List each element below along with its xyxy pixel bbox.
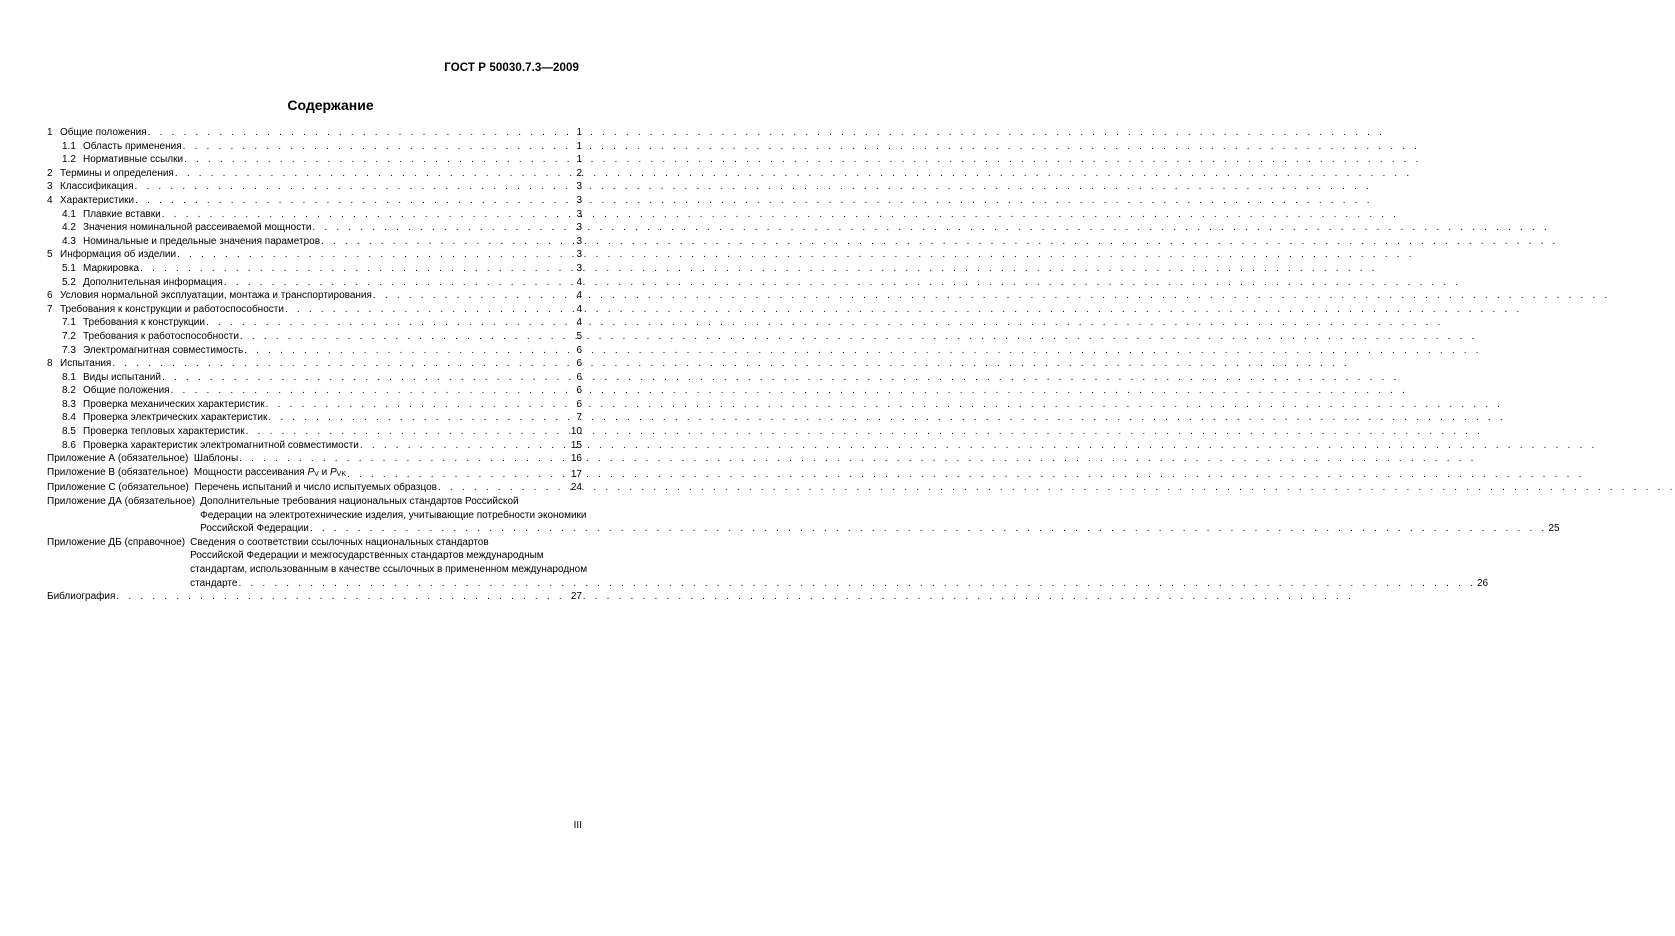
leader-dots	[183, 140, 576, 154]
toc-entry[interactable]	[47, 153, 582, 167]
symbol-p: P	[330, 466, 337, 478]
leader-dots	[135, 180, 576, 194]
leader-dots	[268, 411, 575, 425]
toc-entry-number: 1	[47, 127, 53, 138]
toc-entry[interactable]	[47, 303, 582, 317]
toc-entry[interactable]	[47, 180, 582, 194]
toc-page-number: 4	[576, 303, 582, 315]
toc-page-number: 6	[576, 344, 582, 356]
toc-entry-title: Нормативные ссылки	[83, 154, 184, 166]
toc-entry-number: 4.1	[62, 208, 76, 220]
toc-entry[interactable]	[47, 371, 582, 385]
toc-entry-number: 8	[47, 358, 53, 370]
appendix-label: Приложение ДА (обязательное)	[47, 496, 196, 508]
leader-dots	[438, 481, 570, 495]
toc-page-number: 3	[576, 249, 582, 261]
toc-entry-title: Номинальные и предельные значения параметров	[83, 235, 321, 247]
toc-entry-title: Плавкие вставки	[83, 208, 161, 220]
toc-page-number: 1	[576, 127, 582, 138]
toc-page-number: 3	[576, 262, 582, 274]
toc-page-number: 4	[576, 276, 582, 288]
toc-entry-number: 1.2	[62, 154, 76, 166]
leader-dots	[184, 153, 575, 167]
toc-entry[interactable]	[47, 235, 582, 249]
toc-entry-title: Проверка характеристик электромагнитной совместимости	[83, 439, 359, 451]
toc-entry[interactable]	[47, 248, 582, 262]
leader-dots	[246, 425, 570, 439]
toc-entry-number: 8.6	[62, 439, 76, 451]
toc-entry[interactable]	[47, 194, 582, 208]
toc-entry-number: 2	[47, 167, 53, 179]
toc-entry-number: 8.5	[62, 426, 76, 438]
toc-entry-number: 4.2	[62, 222, 76, 234]
toc-entry-title: Испытания	[60, 358, 112, 370]
toc-page-number: 25	[1548, 523, 1560, 535]
toc-entry-appendix-db[interactable]	[47, 536, 1489, 590]
toc-entry-appendix-b[interactable]	[47, 466, 582, 482]
toc-page-number: 15	[570, 439, 582, 451]
leader-dots	[244, 344, 575, 358]
toc-entry-appendix-da[interactable]	[47, 495, 1560, 536]
leader-dots	[135, 194, 575, 208]
toc-entry-number: 4	[47, 194, 53, 206]
toc-page-number: 4	[576, 317, 582, 329]
toc-entry[interactable]	[47, 167, 582, 181]
toc-entry[interactable]	[47, 344, 582, 358]
toc-page-number: 5	[576, 330, 582, 342]
toc-page-number: 24	[570, 482, 582, 494]
toc-page-number: 16	[570, 453, 582, 465]
appendix-title: Мощности рассеивания	[193, 466, 308, 478]
toc-page-number: 7	[576, 412, 582, 424]
appendix-title: Перечень испытаний и число испытуемых образцов	[194, 482, 437, 494]
appendix-title-line: стандартам, использованным в качестве ссылочных в примененном международном	[190, 564, 588, 575]
toc-entry[interactable]	[47, 316, 582, 330]
toc-entry[interactable]	[47, 398, 582, 412]
leader-dots	[373, 289, 576, 303]
table-of-contents	[47, 126, 1560, 604]
toc-page-number: 4	[576, 290, 582, 302]
toc-entry-number: 4.3	[62, 235, 76, 247]
toc-entry[interactable]	[47, 289, 582, 303]
toc-entry-title: Библиография	[47, 591, 116, 603]
toc-entry-title: Термины и определения	[60, 167, 174, 179]
leader-dots	[162, 208, 576, 222]
toc-page-number: 3	[576, 235, 582, 247]
leader-dots	[171, 384, 576, 398]
leader-dots	[266, 398, 576, 412]
toc-entry-number: 5	[47, 249, 53, 261]
toc-entry-number: 1.1	[62, 140, 76, 152]
toc-page-number: 3	[576, 194, 582, 206]
toc-page-number: 3	[576, 208, 582, 220]
toc-entry-number: 7	[47, 303, 53, 315]
leader-dots	[177, 248, 575, 262]
toc-title: Содержание	[287, 97, 374, 113]
toc-entry[interactable]	[47, 411, 582, 425]
toc-entry[interactable]	[47, 439, 582, 453]
toc-entry-number: 8.3	[62, 398, 76, 410]
leader-dots	[312, 221, 575, 235]
page-number: III	[573, 820, 582, 831]
toc-page-number: 1	[576, 154, 582, 166]
toc-entry[interactable]	[47, 425, 582, 439]
toc-entry-title: Проверка механических характеристик	[83, 398, 265, 410]
toc-page-number: 3	[576, 181, 582, 193]
toc-entry-number: 8.1	[62, 371, 76, 383]
subscript-vk: VK	[336, 470, 347, 478]
toc-entry-title: Требования к конструкции и работоспособности	[60, 303, 284, 315]
leader-dots	[116, 590, 569, 604]
symbol-p: P	[307, 466, 315, 478]
toc-entry-number: 8.4	[62, 412, 76, 424]
toc-entry[interactable]	[47, 384, 582, 398]
leader-dots	[175, 167, 576, 181]
toc-entry-number: 5.1	[62, 262, 76, 274]
toc-entry-title: Общие положения	[83, 385, 170, 397]
toc-entry-number: 5.2	[62, 276, 76, 288]
appendix-label: Приложение С (обязательное)	[47, 482, 189, 494]
appendix-title-line: стандарте	[190, 577, 238, 589]
toc-entry-number: 8.2	[62, 385, 76, 397]
toc-entry-title: Классификация	[60, 181, 134, 193]
leader-dots	[347, 468, 570, 482]
toc-entry-title: Электромагнитная совместимость	[83, 344, 244, 356]
leader-dots	[239, 452, 570, 466]
appendix-title-line: Сведения о соответствии ссылочных национальных стандартов	[190, 536, 489, 548]
toc-entry-number: 7.1	[62, 317, 76, 329]
conjunction: и	[318, 466, 330, 478]
toc-entry-title: Условия нормальной эксплуатации, монтажа и транспортирования	[60, 290, 372, 302]
toc-page-number: 17	[570, 468, 582, 480]
toc-entry-title: Характеристики	[60, 194, 135, 206]
leader-dots	[238, 577, 1476, 591]
leader-dots	[148, 126, 576, 140]
toc-entry[interactable]	[47, 221, 582, 235]
appendix-title-line: Российской Федерации	[200, 523, 309, 535]
leader-dots	[224, 276, 576, 290]
appendix-title-line: Дополнительные требования национальных стандартов Российской	[200, 496, 519, 508]
toc-page-number: 1	[576, 140, 582, 152]
toc-page-number: 10	[570, 426, 582, 438]
toc-entry[interactable]	[47, 357, 582, 371]
leader-dots	[140, 262, 575, 276]
toc-entry-appendix-a[interactable]	[47, 452, 582, 466]
toc-entry-title: Значения номинальной рассеиваемой мощности	[83, 222, 312, 234]
toc-page-number: 6	[576, 385, 582, 397]
leader-dots	[206, 316, 575, 330]
toc-entry[interactable]	[47, 276, 582, 290]
appendix-label: Приложение В (обязательное)	[47, 466, 189, 478]
appendix-title: Шаблоны	[193, 453, 239, 465]
toc-entry-title: Дополнительная информация	[83, 276, 223, 288]
toc-entry[interactable]	[47, 126, 582, 140]
toc-entry-title: Виды испытаний	[83, 371, 161, 383]
toc-entry[interactable]	[47, 140, 582, 154]
toc-entry[interactable]	[47, 330, 582, 344]
toc-page-number: 6	[576, 398, 582, 410]
toc-entry-title: Проверка электрических характеристик	[83, 412, 268, 424]
toc-entry[interactable]	[47, 262, 582, 276]
toc-page-number: 26	[1476, 577, 1489, 589]
toc-page-number: 3	[576, 222, 582, 234]
leader-dots	[360, 439, 570, 453]
toc-entry-appendix-c[interactable]	[47, 481, 582, 495]
leader-dots	[112, 357, 575, 371]
toc-entry-bibliography[interactable]	[47, 590, 582, 604]
toc-entry-number: 6	[47, 290, 53, 302]
toc-entry-title: Информация об изделии	[60, 249, 177, 261]
leader-dots	[310, 522, 1548, 536]
toc-entry-title: Проверка тепловых характеристик	[83, 426, 245, 438]
toc-page-number: 2	[576, 167, 582, 179]
leader-dots	[285, 303, 576, 317]
toc-entry-title: Маркировка	[83, 262, 140, 274]
appendix-label: Приложение А (обязательное)	[47, 453, 189, 465]
toc-entry-title: Требования к работоспособности	[83, 330, 239, 342]
toc-entry-title: Общие положения	[60, 127, 147, 138]
toc-entry[interactable]	[47, 208, 582, 222]
leader-dots	[321, 235, 575, 249]
subscript-v: V	[314, 470, 319, 478]
toc-entry-number: 7.3	[62, 344, 76, 356]
toc-page-number: 27	[570, 591, 582, 603]
appendix-title-line: Федерации на электротехнические изделия, учитывающие потребности экономики	[200, 509, 587, 521]
toc-entry-number: 3	[47, 181, 53, 193]
appendix-title-line: Российской Федерации и межгосударственных стандартов международным	[190, 550, 544, 562]
leader-dots	[240, 330, 576, 344]
toc-entry-number: 7.2	[62, 330, 76, 342]
toc-entry-title: Требования к конструкции	[83, 317, 205, 329]
toc-entry-title: Область применения	[83, 140, 182, 152]
toc-page-number: 6	[576, 358, 582, 370]
leader-dots	[162, 371, 575, 385]
toc-page-number: 6	[576, 371, 582, 383]
appendix-label: Приложение ДБ (справочное)	[47, 536, 186, 548]
doc-code: ГОСТ Р 50030.7.3—2009	[444, 62, 579, 74]
